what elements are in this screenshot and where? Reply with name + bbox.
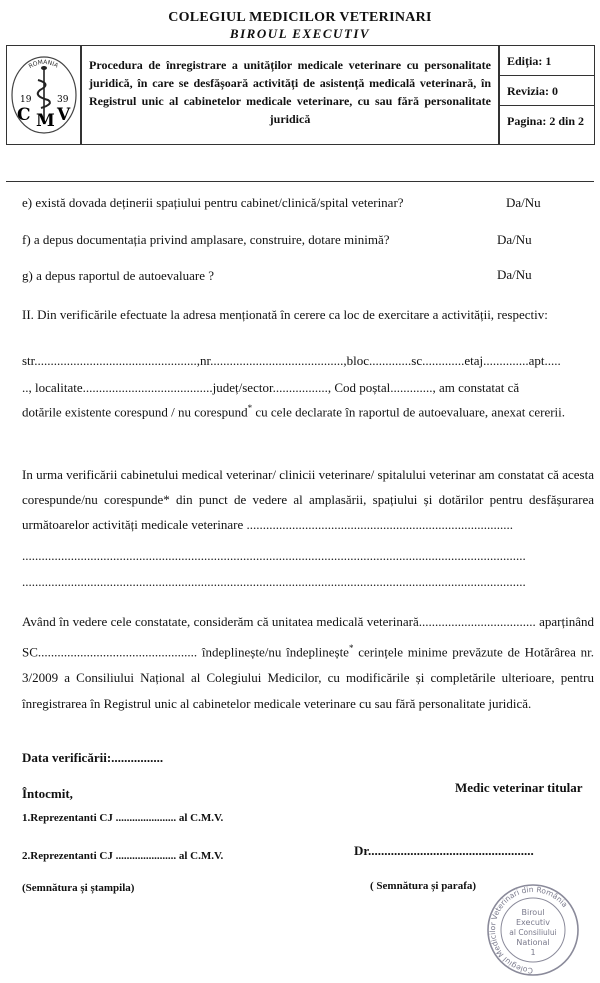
conclusion-text-1: Având în vedere cele constatate, considerăm că unitatea medicală veterinară.................................... aparținând SC................................................. îndeplinește/nu îndeplinește [22,614,594,660]
conformity-text-a: dotările existente corespund / nu corespund [22,404,248,420]
stamp-line-1: Biroul [521,908,545,917]
procedure-title: Procedura de înregistrare a unităților medicale veterinare cu personalitate juridică, în care se desfășoară activități de asistență medicală veterinară, în Registrul unic al cabinetelor medicale veterinare, cu sau fără personalitate juridică [89,58,491,126]
institution-name: COLEGIUL MEDICILOR VETERINARI [168,10,432,25]
check-f: f) a depus documentația privind amplasare, construire, dotare minimă? [22,232,390,247]
check-g: g) a depus raportul de autoevaluare ? [22,268,215,283]
representative-2: 2.Reprezentanti CJ ...................... al C.M.V. [22,850,224,862]
check-e: e) există dovada deținerii spațiului pentru cabinet/clinică/spital veterinar? [22,195,404,210]
locality-line: .., localitate........................................județ/sector................., Cod poștal............., am constatat că [22,380,520,395]
stamp-line-5: 1 [530,948,536,957]
conformity-text-b: cu cele declarate în raportul de autoevaluare, anexat cererii. [252,404,566,420]
document-meta [498,45,595,145]
revision: Revizia: 0 [499,76,594,106]
stamp-line-4: National [516,938,550,947]
logo-year-right: 39 [57,95,69,105]
conformity-statement [22,398,597,422]
logo-cell [6,45,82,145]
header-divider [6,181,594,182]
page-number: Pagina: 2 din 2 [507,114,585,128]
check-g-answer: Da/Nu [497,267,532,282]
verification-paragraph: In urma verificării cabinetului medical veterinar/ clinicii veterinare/ spitalului veterinar am constatat că acesta corespunde/nu corespunde* din punct de vedere al amplasării, spațiului și dotărilor pentru desfășurarea următoarelor activități medicale veterinare .................................................................................. [22,467,594,532]
logo-letter-v: V [57,105,71,125]
stamp-ring-text: Colegiul Medicilor Veterinari din România [487,884,570,976]
footnote-mark: * [247,403,253,413]
doctor-signature-line: Dr................................................... [354,843,534,858]
procedure-cell [80,45,500,145]
vet-title-label: Medic veterinar titular [455,780,583,795]
stamp-line-2: Executiv [515,918,551,927]
edition: Ediția: 1 [499,46,594,76]
stamp-line-3: al Consiliului [509,928,557,937]
representative-1: 1.Reprezentanti CJ ...................... al C.M.V. [22,812,224,824]
logo-letter-c: C [17,105,31,125]
logo-letter-m: M [36,111,55,131]
cmv-logo [7,46,81,144]
conclusion-text-2: cerințele minime prevăzute de Hotărârea nr. 3/2009 a Consiliului Național al Colegiului Medicilor, cu modificările și completările ulterioare, pentru înregistrarea în Registrul unic al cabinetelor medicale veterinare cu sau fără personalitate juridică. [22,644,594,712]
conclusion-footnote-mark: * [348,643,354,653]
logo-arc-text: ROMANIA [27,58,60,71]
office-name: BIROUL EXECUTIV [229,26,371,41]
address-line: str..................................................,nr.........................................,bloc.............sc.............etaj..............apt..... [22,353,561,368]
blank-line-1: ........................................................................................................................................................... [22,548,526,563]
official-stamp [485,882,581,978]
conclusion-paragraph [22,609,594,717]
stamp-graphic [485,882,581,978]
check-e-answer: Da/Nu [506,195,541,210]
verification-date: Data verificării:................ [22,750,164,765]
signature-parafa-caption: ( Semnătura și parafa) [370,880,477,892]
blank-line-2: ........................................................................................................................................................... [22,574,526,589]
logo-year-left: 19 [20,95,32,105]
check-f-answer: Da/Nu [497,232,532,247]
prepared-by-label: Întocmit, [22,786,73,801]
signature-stamp-caption: (Semnătura și ștampila) [22,882,135,894]
section2-intro: II. Din verificările efectuate la adresa menționată în cerere ca loc de exercitare a activității, respectiv: [22,307,548,322]
